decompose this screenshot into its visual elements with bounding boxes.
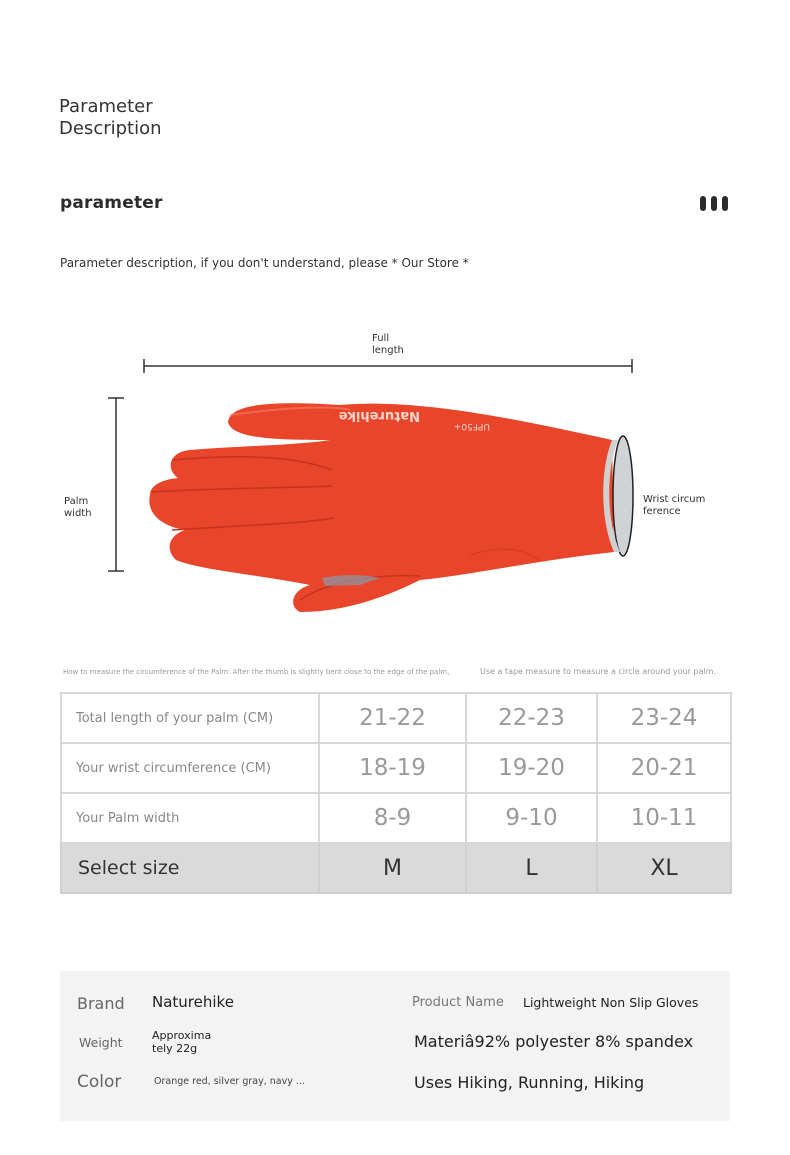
full-length-dimension [144, 359, 632, 373]
weight-value-line2: tely 22g [152, 1042, 198, 1055]
table-row [61, 743, 731, 793]
table-cell: 9-10 [466, 793, 597, 843]
size-option-l[interactable]: L [466, 843, 597, 893]
select-size-row [61, 843, 731, 893]
table-cell: 10-11 [597, 793, 731, 843]
full-length-line2: length [372, 345, 404, 356]
brand-value: Naturehike [152, 993, 234, 1011]
table-cell: 8-9 [319, 793, 466, 843]
product-info-panel [60, 971, 730, 1121]
color-key: Color [77, 1072, 122, 1092]
parameter-description: Parameter description, if you don't understand, please * Our Store * [60, 256, 469, 270]
table-cell: 22-23 [466, 693, 597, 743]
palm-width-dimension [108, 398, 124, 571]
row-label: Your Palm width [61, 793, 319, 843]
full-length-label [372, 333, 404, 357]
palm-width-line2: width [64, 508, 92, 519]
page-title [59, 96, 259, 140]
wrist-line2: ference [643, 506, 681, 517]
select-size-label: Select size [61, 843, 319, 893]
section-label: parameter [60, 193, 163, 213]
size-option-m[interactable]: M [319, 843, 466, 893]
table-cell: 21-22 [319, 693, 466, 743]
wrist-line1: Wrist circum [643, 494, 706, 505]
palm-width-label [64, 496, 92, 520]
size-table [60, 692, 732, 894]
page-title-line1: Parameter [59, 96, 153, 117]
page-title-line2: Description [59, 118, 162, 139]
glove-diagram [0, 320, 790, 660]
brand-print: Naturehike [338, 408, 420, 423]
weight-value-line1: Approxima [152, 1029, 212, 1042]
measure-note-left: How to measure the circumference of the Palm: After the thumb is slightly bent close to the edge of the palm, [63, 668, 450, 676]
table-row [61, 693, 731, 743]
table-cell: 19-20 [466, 743, 597, 793]
row-label: Your wrist circumference (CM) [61, 743, 319, 793]
full-length-line1: Full [372, 333, 390, 344]
three-bars-icon [700, 196, 733, 215]
product-name-value: Lightweight Non Slip Gloves [523, 995, 699, 1010]
wrist-circumference-label [643, 494, 705, 518]
brand-key: Brand [77, 994, 125, 1013]
palm-width-line1: Palm [64, 496, 89, 507]
material-value: Materiâ92% polyester 8% spandex [414, 1032, 694, 1051]
uses-value: Uses Hiking, Running, Hiking [414, 1073, 645, 1092]
table-row [61, 793, 731, 843]
measure-note-right: Use a tape measure to measure a circle around your palm. [480, 667, 716, 676]
weight-key: Weight [79, 1035, 123, 1050]
size-option-xl[interactable]: XL [597, 843, 731, 893]
product-name-key: Product Name [412, 995, 504, 1010]
table-cell: 23-24 [597, 693, 731, 743]
color-value: Orange red, silver gray, navy ... [154, 1076, 305, 1087]
table-cell: 20-21 [597, 743, 731, 793]
weight-value [152, 1029, 211, 1055]
glove-image [149, 403, 633, 612]
upf-print: UPF50+ [453, 421, 490, 431]
table-cell: 18-19 [319, 743, 466, 793]
row-label: Total length of your palm (CM) [61, 693, 319, 743]
